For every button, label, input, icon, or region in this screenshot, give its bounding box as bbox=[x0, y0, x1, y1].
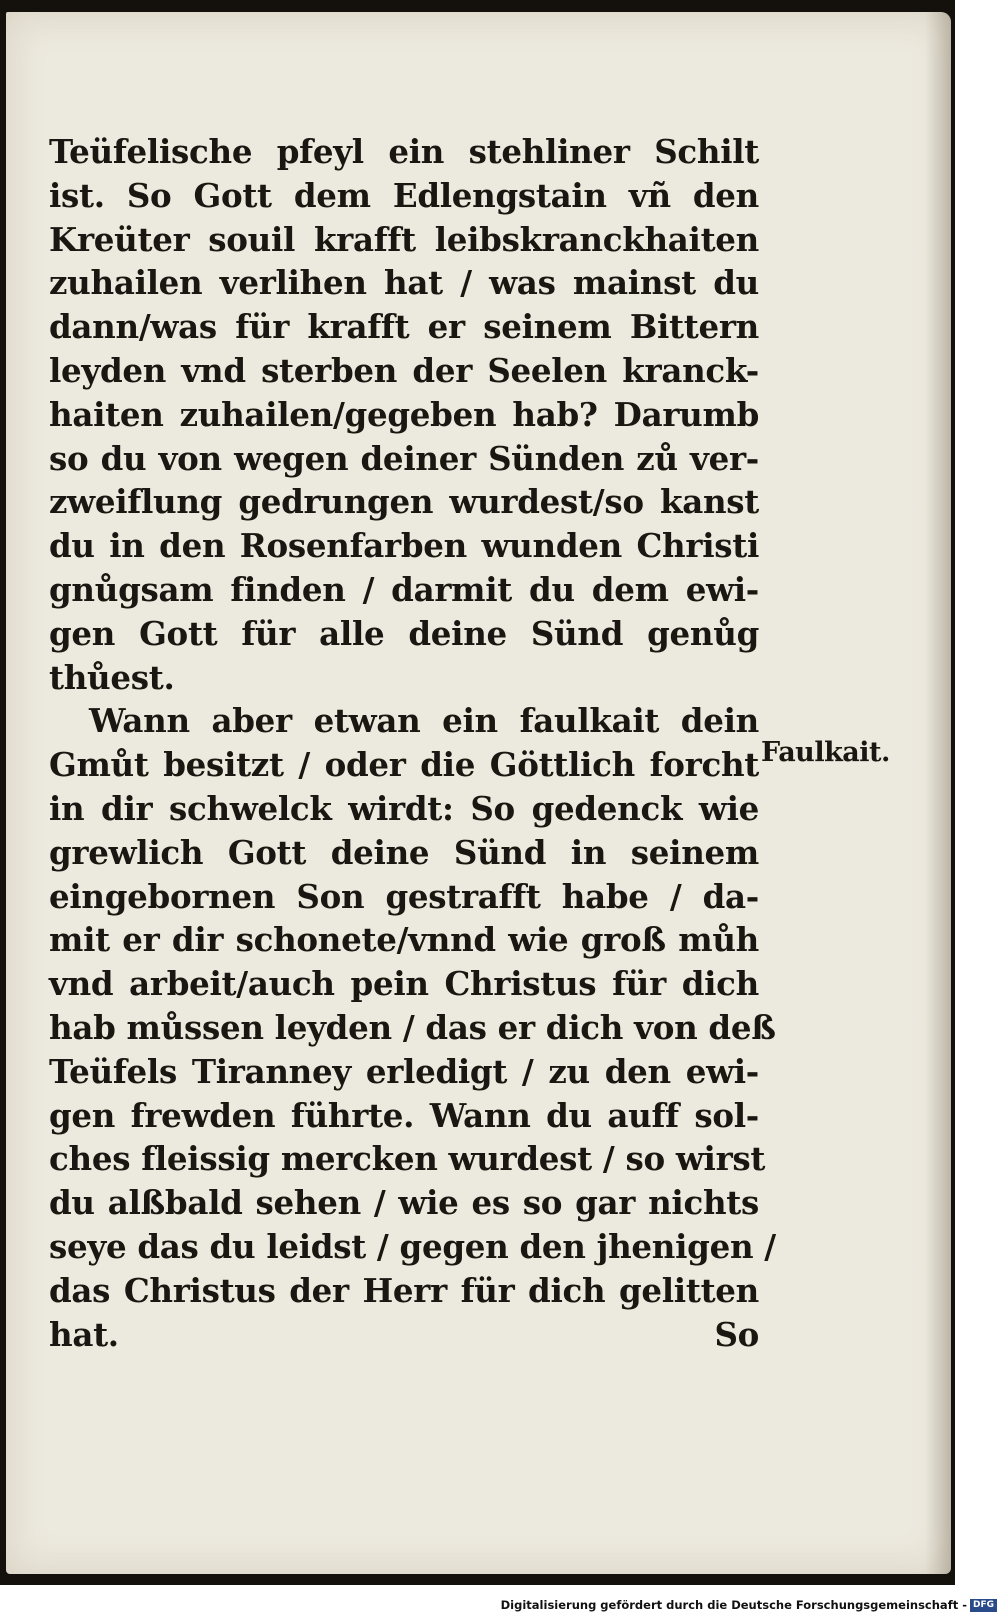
text-line: leyden vnd sterben der Seelen kranck- bbox=[49, 350, 759, 390]
text-line: grewlich Gott deine Sünd in seinem bbox=[49, 832, 759, 872]
text-line: dann/was für krafft er seinem Bittern bbox=[49, 307, 759, 347]
dfg-logo-icon: DFG bbox=[970, 1599, 997, 1612]
text-line: gen frewden führte. Wann du auff sol- bbox=[49, 1095, 759, 1135]
text-line: vnd arbeit/auch pein Christus für dich bbox=[49, 964, 759, 1004]
text-line: eingebornen Son gestrafft habe / da- bbox=[49, 876, 759, 916]
text-line: ches fleissig mercken wurdest / so wirst bbox=[49, 1139, 766, 1179]
footer-text: Digitalisierung gefördert durch die Deutsche Forschungsgemeinschaft - bbox=[500, 1598, 967, 1612]
body-text bbox=[49, 130, 776, 1356]
text-line: Wann aber etwan ein faulkait dein bbox=[89, 701, 759, 741]
text-line: ist. So Gott dem Edlengstain vñ den bbox=[49, 175, 759, 215]
last-line-with-catchword bbox=[49, 1313, 759, 1357]
catchword: So bbox=[714, 1314, 759, 1354]
digitization-footer bbox=[501, 1598, 997, 1612]
text-line: haiten zuhailen/gegeben hab? Darumb bbox=[49, 394, 759, 434]
text-line: thůest. bbox=[49, 657, 175, 697]
text-line: in dir schwelck wirdt: So gedenck wie bbox=[49, 788, 759, 828]
marginal-note: Faulkait. bbox=[761, 737, 890, 768]
text-line: seye das du leidst / gegen den jhenigen / bbox=[49, 1226, 776, 1266]
text-line: hat. bbox=[49, 1314, 119, 1354]
text-line: hab můssen leyden / das er dich von deß bbox=[49, 1007, 776, 1047]
book-page bbox=[6, 12, 951, 1574]
text-line: zweiflung gedrungen wurdest/so kanst bbox=[49, 482, 759, 522]
text-line: Teüfels Tiranney erledigt / zu den ewi- bbox=[49, 1051, 759, 1091]
text-line: Kreüter souil krafft leibskranckhaiten bbox=[49, 219, 759, 259]
text-line: so du von wegen deiner Sünden zů ver- bbox=[49, 438, 759, 478]
text-line: du alßbald sehen / wie es so gar nichts bbox=[49, 1183, 759, 1223]
text-line: gen Gott für alle deine Sünd genůg bbox=[49, 613, 759, 653]
text-line: Gmůt besitzt / oder die Göttlich forcht bbox=[49, 745, 759, 785]
text-line: gnůgsam finden / darmit du dem ewi- bbox=[49, 569, 759, 609]
text-line: zuhailen verlihen hat / was mainst du bbox=[49, 263, 759, 303]
text-line: das Christus der Herr für dich gelitten bbox=[49, 1270, 759, 1310]
text-line: mit er dir schonete/vnnd wie groß můh bbox=[49, 920, 759, 960]
text-line: Teüfelische pfeyl ein stehliner Schilt bbox=[49, 132, 759, 171]
text-line: du in den Rosenfarben wunden Christi bbox=[49, 526, 759, 566]
